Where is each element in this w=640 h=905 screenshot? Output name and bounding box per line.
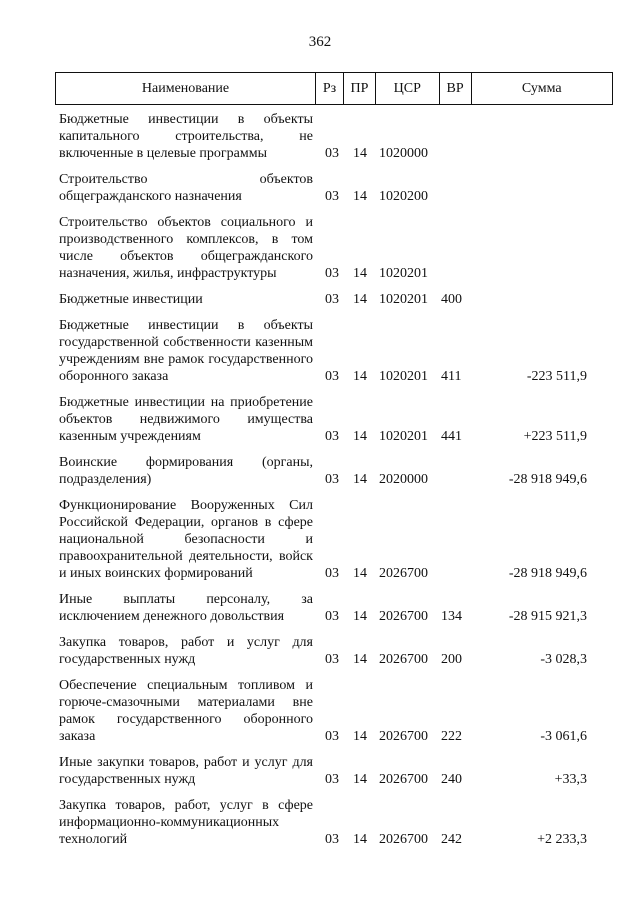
cell-rz: 03 bbox=[325, 609, 339, 624]
cell-csr: 2020000 bbox=[379, 472, 428, 487]
cell-name: Бюджетные инвестиции в объекты капитального строительства, не включенные в целевые программы bbox=[59, 112, 313, 161]
cell-vr: 200 bbox=[441, 652, 462, 667]
cell-sum: -223 511,9 bbox=[526, 369, 587, 384]
cell-csr: 2026700 bbox=[379, 566, 428, 581]
cell-rz: 03 bbox=[325, 652, 339, 667]
cell-name: Функционирование Вооруженных Сил Российской Федерации, органов в сфере национальной безопасности и правоохранительной деятельности, войск и иных воинских формирований bbox=[59, 498, 313, 581]
cell-csr: 1020000 bbox=[379, 146, 428, 161]
cell-name: Воинские формирования (органы, подразделения) bbox=[59, 455, 313, 487]
table-row bbox=[55, 171, 613, 205]
cell-pr: 14 bbox=[353, 609, 367, 624]
cell-rz: 03 bbox=[325, 772, 339, 787]
table-row bbox=[55, 797, 613, 848]
cell-name: Иные закупки товаров, работ и услуг для государственных нужд bbox=[59, 755, 313, 787]
cell-sum: -3 061,6 bbox=[540, 729, 587, 744]
table-row bbox=[55, 317, 613, 385]
cell-rz: 03 bbox=[325, 429, 339, 444]
cell-vr: 134 bbox=[441, 609, 462, 624]
cell-csr: 2026700 bbox=[379, 772, 428, 787]
table-row bbox=[55, 394, 613, 445]
cell-rz: 03 bbox=[325, 729, 339, 744]
cell-csr: 2026700 bbox=[379, 652, 428, 667]
header-sum: Сумма bbox=[471, 73, 612, 104]
cell-rz: 03 bbox=[325, 369, 339, 384]
cell-rz: 03 bbox=[325, 292, 339, 307]
cell-pr: 14 bbox=[353, 146, 367, 161]
cell-csr: 1020201 bbox=[379, 369, 428, 384]
page-number: 362 bbox=[308, 34, 332, 50]
table-row bbox=[55, 111, 613, 162]
table-body bbox=[55, 111, 613, 848]
cell-sum: +2 233,3 bbox=[537, 832, 587, 847]
cell-name: Бюджетные инвестиции на приобретение объектов недвижимого имущества казенным учреждениям bbox=[59, 395, 313, 444]
cell-sum: -3 028,3 bbox=[540, 652, 587, 667]
cell-rz: 03 bbox=[325, 472, 339, 487]
cell-sum: -28 918 949,6 bbox=[508, 472, 587, 487]
cell-rz: 03 bbox=[325, 566, 339, 581]
cell-name: Строительство объектов общегражданского назначения bbox=[59, 172, 313, 204]
table-row bbox=[55, 634, 613, 668]
table-row bbox=[55, 454, 613, 488]
table-row bbox=[55, 591, 613, 625]
cell-pr: 14 bbox=[353, 472, 367, 487]
cell-sum: -28 915 921,3 bbox=[508, 609, 587, 624]
cell-csr: 1020201 bbox=[379, 292, 428, 307]
cell-vr: 400 bbox=[441, 292, 462, 307]
table-row bbox=[55, 677, 613, 745]
table-row bbox=[55, 754, 613, 788]
header-csr: ЦСР bbox=[375, 73, 439, 104]
cell-pr: 14 bbox=[353, 292, 367, 307]
cell-rz: 03 bbox=[325, 832, 339, 847]
cell-name: Закупка товаров, работ, услуг в сфере информационно-коммуникационных технологий bbox=[59, 798, 313, 847]
header-pr: ПР bbox=[343, 73, 375, 104]
cell-pr: 14 bbox=[353, 429, 367, 444]
cell-rz: 03 bbox=[325, 146, 339, 161]
cell-pr: 14 bbox=[353, 266, 367, 281]
cell-name: Бюджетные инвестиции bbox=[59, 292, 203, 307]
cell-pr: 14 bbox=[353, 369, 367, 384]
cell-pr: 14 bbox=[353, 832, 367, 847]
cell-vr: 242 bbox=[441, 832, 462, 847]
cell-sum: +33,3 bbox=[554, 772, 587, 787]
cell-name: Обеспечение специальным топливом и горюче-смазочными материалами вне рамок государственного оборонного заказа bbox=[59, 678, 313, 744]
cell-csr: 1020200 bbox=[379, 189, 428, 204]
cell-vr: 441 bbox=[441, 429, 462, 444]
header-vr: ВР bbox=[439, 73, 471, 104]
header-rz: Рз bbox=[315, 73, 343, 104]
cell-name: Закупка товаров, работ и услуг для государственных нужд bbox=[59, 635, 313, 667]
table-row bbox=[55, 497, 613, 582]
cell-csr: 2026700 bbox=[379, 609, 428, 624]
table-row bbox=[55, 214, 613, 282]
cell-csr: 1020201 bbox=[379, 266, 428, 281]
cell-csr: 1020201 bbox=[379, 429, 428, 444]
cell-sum: +223 511,9 bbox=[523, 429, 587, 444]
budget-table bbox=[55, 72, 613, 857]
cell-name: Бюджетные инвестиции в объекты государственной собственности казенным учреждениям вне рамок государственного оборонного заказа bbox=[59, 318, 313, 384]
cell-name: Иные выплаты персоналу, за исключением денежного довольствия bbox=[59, 592, 313, 624]
cell-pr: 14 bbox=[353, 772, 367, 787]
cell-pr: 14 bbox=[353, 729, 367, 744]
cell-sum: -28 918 949,6 bbox=[508, 566, 587, 581]
table-row bbox=[55, 291, 613, 308]
header-name: Наименование bbox=[141, 80, 230, 96]
cell-rz: 03 bbox=[325, 266, 339, 281]
cell-pr: 14 bbox=[353, 189, 367, 204]
cell-vr: 240 bbox=[441, 772, 462, 787]
cell-pr: 14 bbox=[353, 566, 367, 581]
cell-pr: 14 bbox=[353, 652, 367, 667]
cell-name: Строительство объектов социального и производственного комплексов, в том числе объектов общегражданского назначения, жилья, инфраструктуры bbox=[59, 215, 313, 281]
cell-vr: 411 bbox=[441, 369, 462, 384]
cell-rz: 03 bbox=[325, 189, 339, 204]
table-header bbox=[55, 72, 613, 105]
cell-vr: 222 bbox=[441, 729, 462, 744]
cell-csr: 2026700 bbox=[379, 729, 428, 744]
cell-csr: 2026700 bbox=[379, 832, 428, 847]
